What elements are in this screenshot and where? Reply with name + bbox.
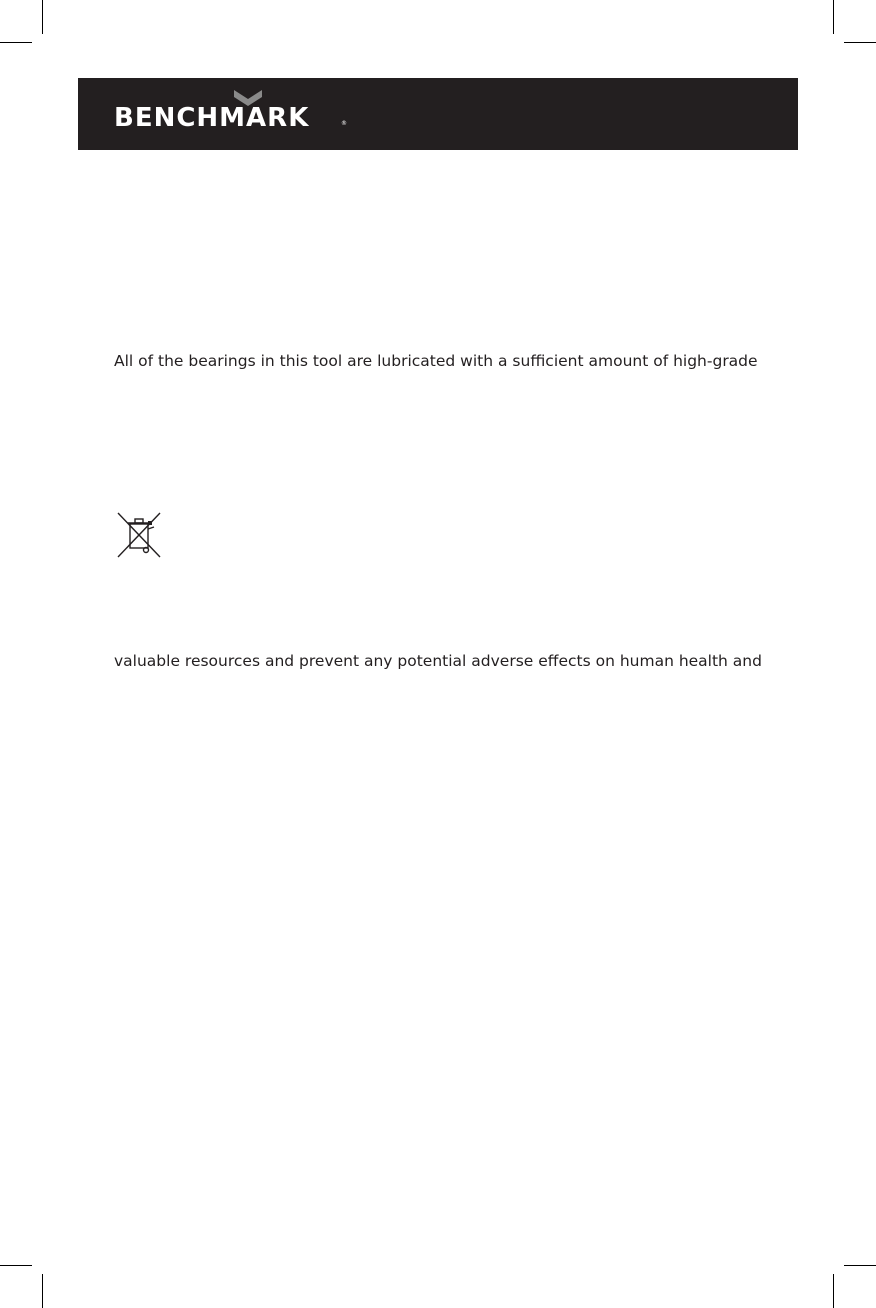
crop-mark-bottom-left-vertical <box>42 1274 43 1308</box>
lubrication-text: All of the bearings in this tool are lubricated with a sufficient amount of high-grade <box>114 352 758 370</box>
crop-mark-top-right-vertical <box>833 0 834 34</box>
crop-mark-top-right-horizontal <box>844 42 876 43</box>
brand-name: BENCHMARK <box>114 103 310 133</box>
crossed-out-wheelie-bin-icon <box>116 511 162 559</box>
crop-mark-top-left-horizontal <box>0 42 32 43</box>
crop-mark-bottom-right-vertical <box>833 1274 834 1308</box>
crop-mark-bottom-right-horizontal <box>844 1265 876 1266</box>
brand-logo <box>114 90 354 132</box>
registered-mark: ® <box>341 120 347 127</box>
header-band <box>78 78 798 150</box>
disposal-text: valuable resources and prevent any potential adverse effects on human health and <box>114 652 762 670</box>
crop-mark-bottom-left-horizontal <box>0 1265 32 1266</box>
crop-mark-top-left-vertical <box>42 0 43 34</box>
